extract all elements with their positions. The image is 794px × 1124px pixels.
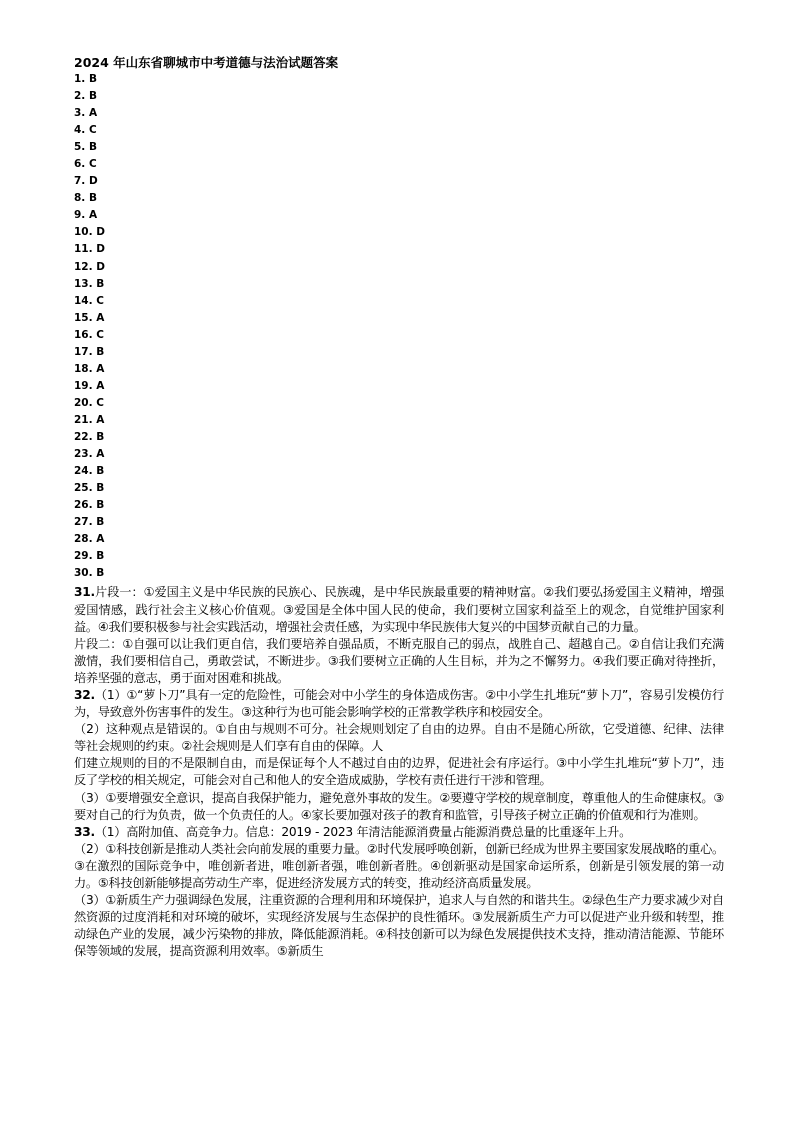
answer-item: 20. C [74,396,104,409]
answer-item: 28. A [74,533,105,546]
q32-part-2: （2）这种观点是错误的。①自由与规则不可分。社会规则划定了自由的边界。自由不是随心所欲，它受道德、纪律、法律等社会规则的约束。②社会规则是人们享有自由的保障。人 [74,722,724,754]
answer-item: 22. B [74,430,105,443]
answer-item: 29. B [74,550,105,563]
answer-item: 1. B [74,73,97,85]
q33-part-3: （3）①新质生产力强调绿色发展，注重资源的合理利用和环境保护，追求人与自然的和谐共生。②绿色生产力要求减少对自然资源的过度消耗和对环境的破坏，实现经济发展与生态保护的良性循环。③发展新质生产力可以促进产业升级和转型，推动绿色产业的发展，减少污染物的排放，降低能源消耗。④科技创新可以为绿色发展提供技术支持，推动清洁能源、节能环保等领域的发展，提高资源利用效率。⑤新质生 [74,893,724,959]
q33-part-2: （2）①科技创新是推动人类社会向前发展的重要力量。②时代发展呼唤创新，创新已经成为世界主要国家发展战略的重心。③在激烈的国际竞争中，唯创新者进，唯创新者强，唯创新者胜。④创新驱动是国家命运所系，创新是引领发展的第一动力。⑤科技创新能够提高劳动生产率，促进经济发展方式的转变，推动经济高质量发展。 [74,841,724,890]
answer-document [74,54,724,960]
answer-item: 5. B [74,141,97,154]
answer-item: 8. B [74,192,97,205]
answer-item: 2. B [74,90,97,103]
document-title: 2024 年山东省聊城市中考道德与法治试题答案 [74,55,339,70]
answer-item: 17. B [74,345,105,358]
answer-item: 16. C [74,328,104,341]
answer-item: 9. A [74,209,98,222]
answer-item: 3. A [74,107,98,120]
answer-item: 11. D [74,243,105,256]
answer-item: 15. A [74,311,105,324]
answer-item: 6. C [74,158,97,171]
multiple-choice-answer-list [74,71,724,582]
answer-item: 23. A [74,448,105,461]
q33-number: 33. [74,824,95,839]
answer-item: 25. B [74,482,105,495]
q31-fragment-1 [74,584,724,635]
answer-item: 27. B [74,516,105,529]
q32-part-2-continued: 们建立规则的目的不是限制自由，而是保证每个人不越过自由的边界，促进社会有序运行。③中小学生扎堆玩“萝卜刀”，违反了学校的相关规定，可能会对自己和他人的安全造成威胁，学校有责任进行干涉和管理。 [74,756,724,788]
answer-item: 24. B [74,465,105,478]
answer-item: 4. C [74,124,97,137]
q32-number: 32. [74,687,95,702]
q33-part-1-text: （1）高附加值、高竞争力。信息：2019 - 2023 年清洁能源消费量占能源消费总量的比重逐年上升。 [94,824,632,839]
q33-part-1 [74,824,724,841]
q31-number: 31. [74,585,95,600]
answer-item: 30. B [74,567,105,580]
answer-item: 12. D [74,260,105,273]
q32-part-1-text: （1）①“萝卜刀”具有一定的危险性，可能会对中小学生的身体造成伤害。②中小学生扎堆玩“萝卜刀”，容易引发模仿行为，导致意外伤害事件的发生。③这种行为也可能会影响学校的正常教学秩序和校园安全。 [74,687,724,720]
q31-fragment-1-text: 片段一：①爱国主义是中华民族的民族心、民族魂，是中华民族最重要的精神财富。②我们要弘扬爱国主义精神，增强爱国情感，践行社会主义核心价值观。③爱国是全体中国人民的使命，我们要树立国家利益至上的观念，自觉维护国家利益。④我们要积极参与社会实践活动，增强社会责任感，为实现中华民族伟大复兴的中国梦贡献自己的力量。 [74,585,724,634]
answer-item: 21. A [74,413,105,426]
answer-item: 7. D [74,175,98,188]
essay-answers [74,584,724,960]
q32-part-3: （3）①要增强安全意识，提高自我保护能力，避免意外事故的发生。②要遵守学校的规章制度，尊重他人的生命健康权。③要对自己的行为负责，做一个负责任的人。④家长要加强对孩子的教育和监管，引导孩子树立正确的价值观和行为准则。 [74,790,724,822]
q31-fragment-2: 片段二：①自强可以让我们更自信，我们要培养自强品质，不断克服自己的弱点，战胜自己、超越自己。②自信让我们充满激情，我们要相信自己，勇敢尝试，不断进步。③我们要树立正确的人生目标，并为之不懈努力。④我们要正确对待挫折，培养坚强的意志，勇于面对困难和挑战。 [74,636,724,685]
answer-item: 14. C [74,294,104,307]
answer-item: 13. B [74,277,105,290]
answer-item: 26. B [74,499,105,512]
q32-part-1 [74,687,724,721]
answer-item: 18. A [74,362,105,375]
answer-item: 19. A [74,379,105,392]
answer-item: 10. D [74,226,105,239]
